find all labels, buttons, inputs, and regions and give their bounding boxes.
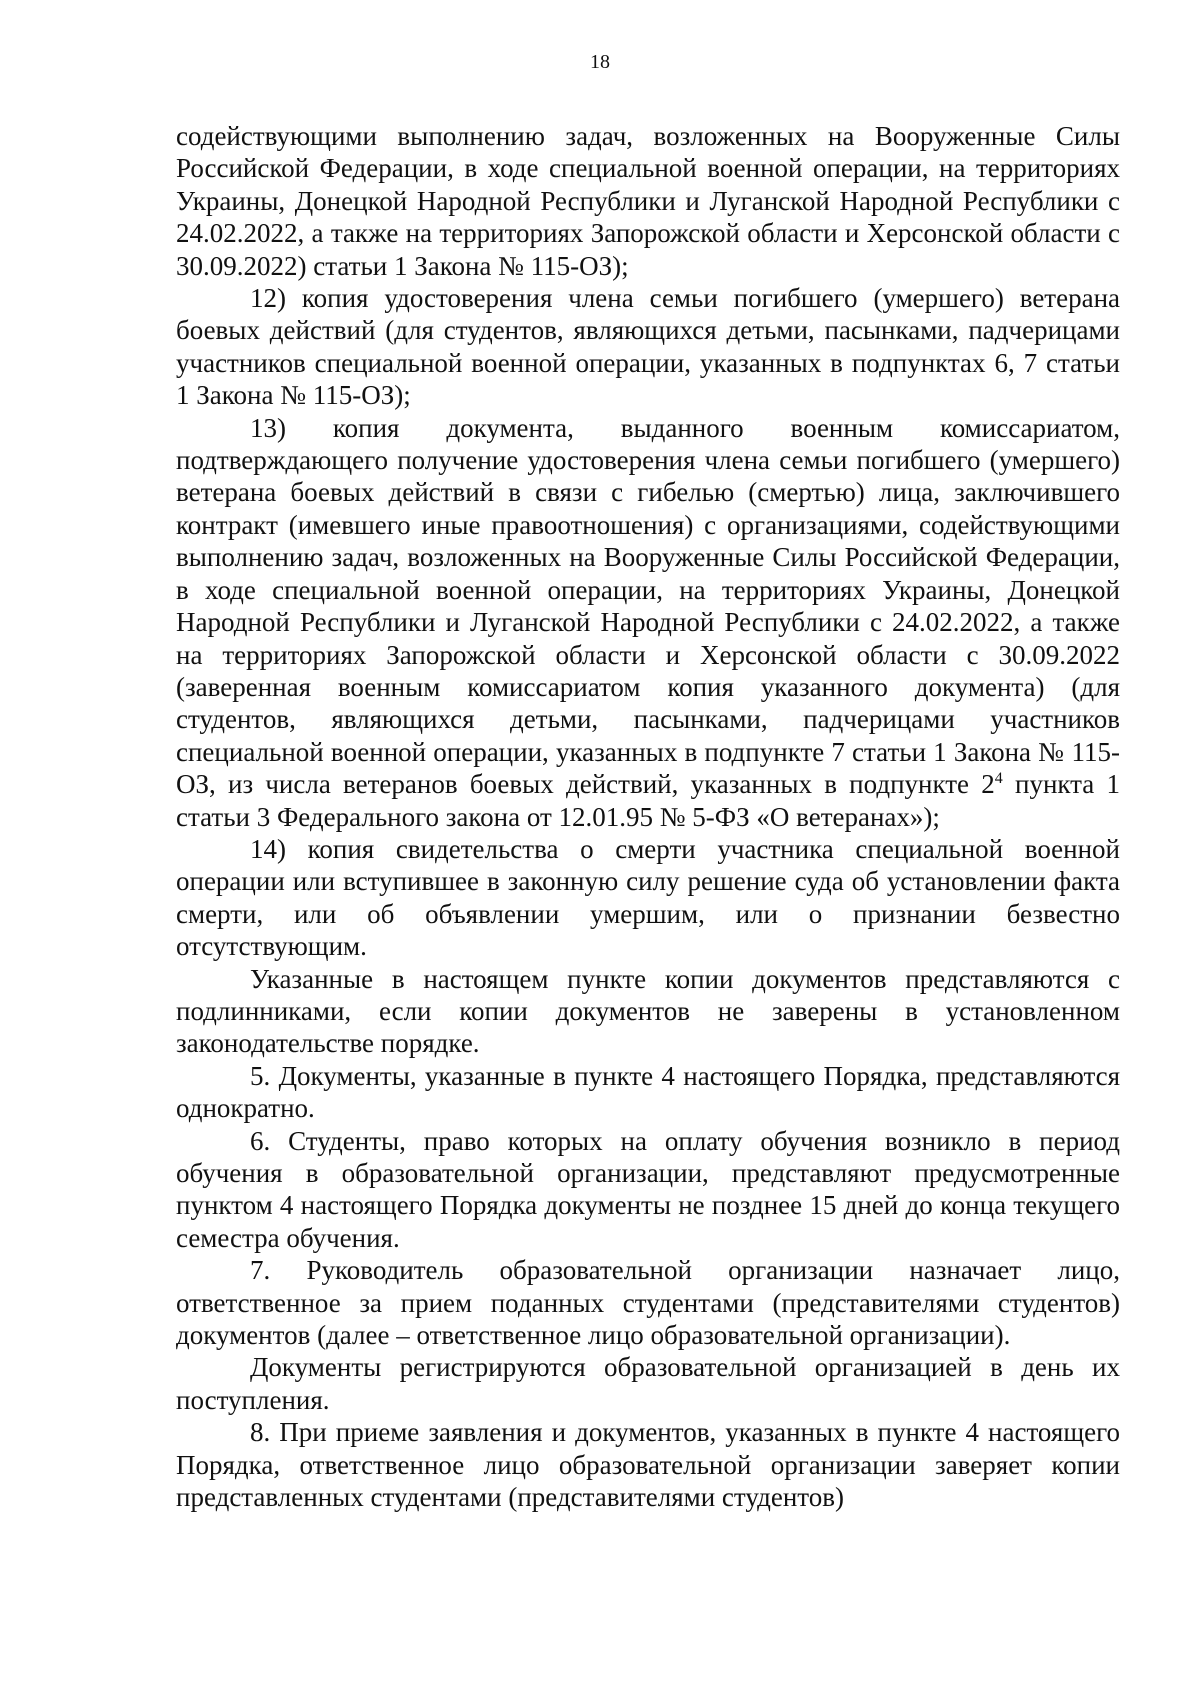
page-number: 18 [590,51,610,73]
list-item-13 [176,412,1120,833]
list-item-12: 12) копия удостоверения члена семьи погибшего (умершего) ветерана боевых действий (для студентов, являющихся детьми, пасынками, падчерицами участников специальной военной операции, указанных в подпунктах 6, 7 статьи 1 Закона № 115-ОЗ); [176,283,1120,411]
clause-7: 7. Руководитель образовательной организации назначает лицо, ответственное за прием поданных студентами (представителями студентов) документов (далее – ответственное лицо образовательной организации). [176,1255,1120,1351]
paragraph-continuation: содействующими выполнению задач, возложенных на Вооруженные Силы Российской Федерации, в ходе специальной военной операции, на территориях Украины, Донецкой Народной Республики и Луганской Народной Республики с 24.02.2022, а также на территориях Запорожской области и Херсонской области с 30.09.2022) статьи 1 Закона № 115-ОЗ); [176,121,1120,281]
superscript-4: 4 [994,770,1003,788]
clause-5: 5. Документы, указанные в пункте 4 настоящего Порядка, представляются однократно. [176,1060,1120,1124]
clause-6: 6. Студенты, право которых на оплату обучения возникло в период обучения в образовательной организации, представляют предусмотренные пунктом 4 настоящего Порядка документы не позднее 15 дней до конца текущего семестра обучения. [176,1125,1120,1253]
paragraph-copies-note: Указанные в настоящем пункте копии документов представляются с подлинниками, если копии документов не заверены в установленном законодательстве порядке. [176,963,1120,1059]
list-item-13-text: 13) копия документа, выданного военным комиссариатом, подтверждающего получение удостоверения члена семьи погибшего (умершего) ветерана боевых действий в связи с гибелью (смертью) лица, заключившего контракт (имевшего иные правоотношения) с организациями, содействующими выполнению задач, возложенных на Вооруженные Силы Российской Федерации, в ходе специальной военной операции, на территориях Украины, Донецкой Народной Республики и Луганской Народной Республики с 24.02.2022, а также на территориях Запорожской области и Херсонской области с 30.09.2022 (заверенная военным комиссариатом копия указанного документа) (для студентов, являющихся детьми, пасынками, падчерицами участников специальной военной операции, указанных в подпункте 7 статьи 1 Закона № 115-ОЗ, из числа ветеранов боевых действий, указанных в подпункте 2 [176,412,1120,800]
list-item-14: 14) копия свидетельства о смерти участника специальной военной операции или вступившее в законную силу решение суда об установлении факта смерти, или об объявлении умершим, или о признании безвестно отсутствующим. [176,833,1120,962]
clause-8: 8. При приеме заявления и документов, указанных в пункте 4 настоящего Порядка, ответственное лицо образовательной организации заверяет копии представленных студентами (представителями студентов) [176,1417,1120,1513]
list-item-13-text-end: пункта 1 статьи 3 Федерального закона от 12.01.95 № 5-ФЗ «О ветеранах»); [176,769,1121,832]
paragraph-registration: Документы регистрируются образовательной организацией в день их поступления. [176,1352,1120,1415]
document-body [176,120,1120,1513]
